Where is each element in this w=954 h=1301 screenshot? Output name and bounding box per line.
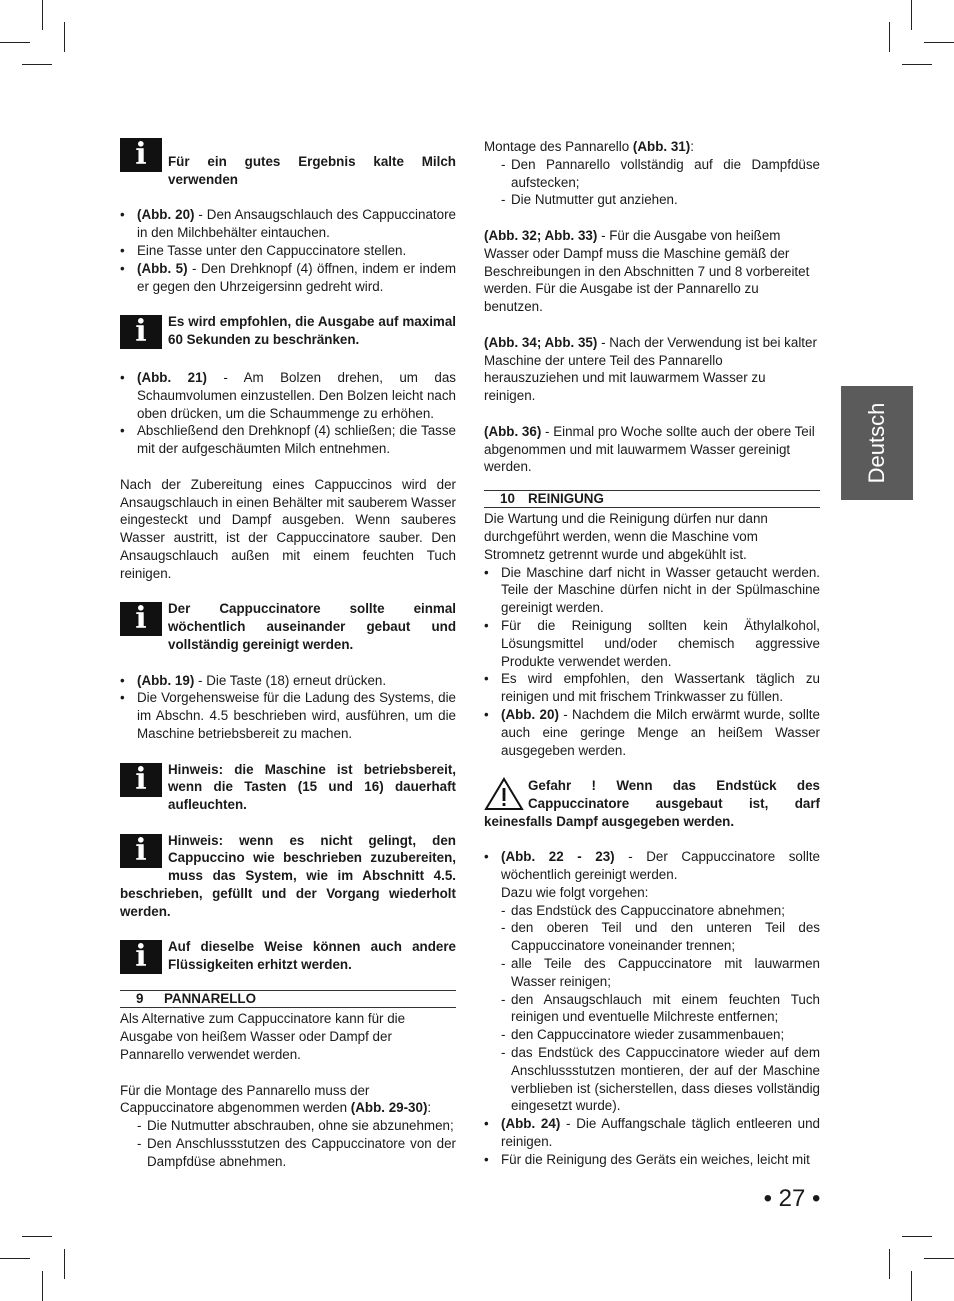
page-number: • 27 • xyxy=(763,1185,821,1212)
paragraph: Für die Montage des Pannarello muss der Cappuccinatore abgenommen werden (Abb. 29-30): xyxy=(120,1082,432,1116)
info-note-text: Der Cappuccinatore sollte einmal wöchentlich auseinander gebaut und vollständig gereinigt werden. xyxy=(168,601,456,652)
paragraph: (Abb. 34; Abb. 35) - Nach der Verwendung ist bei kalter Maschine der untere Teil des Pannarello herauszuziehen und mit lauwarmem Wasser zu reinigen. xyxy=(484,334,817,404)
list-item: • (Abb. 20) - Den Ansaugschlauch des Cappuccinatore in den Milchbehälter eintauchen. xyxy=(120,206,456,242)
crop-mark xyxy=(0,42,30,43)
bullet-list xyxy=(120,206,456,295)
list-item: - den oberen Teil und den unteren Teil des Cappuccinatore voneinander trennen; xyxy=(501,919,820,955)
list-item: • Die Vorgehensweise für die Ladung des Systems, die im Abschn. 4.5 beschrieben wird, ausführen, um die Maschine betriebsbereit zu machen. xyxy=(120,689,456,742)
language-tab xyxy=(841,386,913,500)
crop-mark xyxy=(0,1258,30,1259)
info-note-text: Auf dieselbe Weise können auch andere Flüssigkeiten erhitzt werden. xyxy=(168,939,456,973)
paragraph: (Abb. 32; Abb. 33) - Für die Ausgabe von heißem Wasser oder Dampf muss die Maschine gemäß der Beschreibungen in den Abschnitten 7 und 8 vorbereitet werden. Für die Ausgabe ist der Pannarello zu benutzen. xyxy=(484,227,810,315)
bullet-list xyxy=(120,672,456,743)
crop-mark xyxy=(64,22,65,52)
section-number: 9 xyxy=(136,991,144,1007)
info-icon: i xyxy=(120,138,162,172)
section-heading xyxy=(484,490,820,508)
left-column xyxy=(120,138,456,1171)
bullet-list xyxy=(120,369,456,458)
paragraph: (Abb. 36) - Einmal pro Woche sollte auch der obere Teil abgenommen und mit lauwarmem Wasser gereinigt werden. xyxy=(484,423,815,475)
list-item: - Die Nutmutter gut anziehen. xyxy=(484,191,820,209)
list-item: • Die Maschine darf nicht in Wasser getaucht werden. Teile der Maschine dürfen nicht in der Spülmaschine gereinigt werden. xyxy=(484,564,820,617)
info-note-text: Es wird empfohlen, die Ausgabe auf maximal 60 Sekunden zu beschränken. xyxy=(168,314,456,347)
crop-mark xyxy=(911,1271,912,1301)
info-icon: i xyxy=(120,940,162,974)
crop-mark xyxy=(924,42,954,43)
paragraph: Montage des Pannarello (Abb. 31): xyxy=(484,139,694,154)
info-icon: i xyxy=(120,763,162,797)
warning-text: Gefahr ! Wenn das Endstück des Cappuccinatore ausgebaut ist, darf keinesfalls Dampf ausgegeben werden. xyxy=(484,778,820,829)
list-item: - Die Nutmutter abschrauben, ohne sie abzunehmen; xyxy=(120,1117,456,1135)
list-item: • (Abb. 5) - Den Drehknopf (4) öffnen, indem er indem er gegen den Uhrzeigersinn gedreht wird. xyxy=(120,260,456,296)
list-item: • Es wird empfohlen, den Wassertank täglich zu reinigen und mit frischem Trinkwasser zu füllen. xyxy=(484,670,820,706)
paragraph: Nach der Zubereitung eines Cappuccinos wird der Ansaugschlauch in einen Behälter mit sauberem Wasser eingesteckt und Dampf ausgeben. Wenn sauberes Wasser austritt, ist der Cappuccinatore sauber. Den Ansaugschlauch außen mit einem feuchten Tuch reinigen. xyxy=(120,476,456,581)
section-number: 10 xyxy=(500,491,515,507)
info-icon: i xyxy=(120,834,162,868)
crop-mark xyxy=(924,1258,954,1259)
list-item: - das Endstück des Cappuccinatore abnehmen; xyxy=(501,902,820,920)
info-note-text: Hinweis: die Maschine ist betriebsbereit, wenn die Tasten (15 und 16) dauerhaft aufleuchten. xyxy=(168,761,456,813)
warning-note xyxy=(484,777,820,830)
crop-mark xyxy=(42,0,43,30)
crop-mark xyxy=(889,1249,890,1279)
info-note xyxy=(120,313,456,351)
bullet-list xyxy=(484,848,820,1168)
list-item: • (Abb. 24) - Die Auffangschale täglich entleeren und reinigen. xyxy=(484,1115,820,1151)
list-item: • Für die Reinigung des Geräts ein weiches, leicht mit xyxy=(484,1151,820,1169)
dash-list xyxy=(484,156,820,209)
info-note xyxy=(120,938,456,976)
list-item: - den Ansaugschlauch mit einem feuchten Tuch reinigen und eventuelle Milchreste entfernen; xyxy=(501,991,820,1027)
info-note xyxy=(120,600,456,653)
list-item: • (Abb. 21) - Am Bolzen drehen, um das Schaumvolumen einzustellen. Den Bolzen leicht nach oben drücken, um die Schaummenge zu erhöhen. xyxy=(120,369,456,422)
crop-mark xyxy=(22,1236,52,1237)
list-item: • Für die Reinigung sollten kein Äthylalkohol, Lösungsmittel und/oder chemisch aggressive Produkte verwendet werden. xyxy=(484,617,820,670)
list-item: • (Abb. 22 - 23) - Der Cappuccinatore sollte wöchentlich gereinigt werden. Dazu wie folgt vorgehen: - das Endstück des Cappuccinatore abnehmen; - den oberen Teil und den unteren Teil des Cappuccinatore voneinander trennen; - alle Teile des Cappuccinatore mit lauwarmen Wasser reinigen; - den Ansaugschlauch mit einem feuchten Tuch reinigen und eventuelle Milchreste entfernen; - den Cappuccinatore wieder zusammenbauen; - das Endstück des Cappuccinatore wieder auf dem Anschlussstutzen montieren, der auf der Maschine verblieben ist (sicherstellen, dass dieses vollständig eingesetzt wurde). xyxy=(484,848,820,1115)
paragraph: Als Alternative zum Cappuccinatore kann für die Ausgabe von heißem Wasser oder Dampf der Pannarello verwendet werden. xyxy=(120,1011,406,1063)
dash-list xyxy=(501,902,820,1116)
info-note-text: Für ein gutes Ergebnis kalte Milch verwenden xyxy=(168,154,456,187)
crop-mark xyxy=(889,22,890,52)
section-heading xyxy=(120,990,456,1008)
warning-icon xyxy=(484,777,524,811)
info-note xyxy=(120,761,456,814)
list-item: - Den Pannarello vollständig auf die Dampfdüse aufstecken; xyxy=(484,156,820,192)
section-title: PANNARELLO xyxy=(164,991,256,1007)
info-note-text: Hinweis: wenn es nicht gelingt, den Cappuccino wie beschrieben zuzubereiten, muss das System, wie im Abschnitt 4.5. beschrieben, gefüllt und der Vorgang wiederholt werden. xyxy=(120,832,456,919)
crop-mark xyxy=(42,1271,43,1301)
info-icon: i xyxy=(120,315,162,349)
info-note xyxy=(120,832,456,921)
dash-list xyxy=(120,1117,456,1170)
crop-mark xyxy=(22,64,52,65)
info-icon: i xyxy=(120,602,162,636)
bullet-list xyxy=(484,564,820,760)
right-column xyxy=(484,138,820,1169)
list-item: • Eine Tasse unter den Cappuccinatore stellen. xyxy=(120,242,456,260)
list-item: • (Abb. 19) - Die Taste (18) erneut drücken. xyxy=(120,672,456,690)
info-note xyxy=(120,138,456,189)
crop-mark xyxy=(911,0,912,30)
list-item: - Den Anschlussstutzen des Cappuccinatore von der Dampfdüse abnehmen. xyxy=(120,1135,456,1171)
list-item: - alle Teile des Cappuccinatore mit lauwarmen Wasser reinigen; xyxy=(501,955,820,991)
list-item: - das Endstück des Cappuccinatore wieder auf dem Anschlussstutzen montieren, der auf der Maschine verblieben ist (sicherstellen, dass dieses vollständig eingesetzt wurde). xyxy=(501,1044,820,1115)
paragraph: Die Wartung und die Reinigung dürfen nur dann durchgeführt werden, wenn die Maschine vom Stromnetz getrennt wurde und abgekühlt ist. xyxy=(484,511,768,562)
section-title: REINIGUNG xyxy=(528,491,604,507)
crop-mark xyxy=(902,1236,932,1237)
crop-mark xyxy=(64,1249,65,1279)
list-item: - den Cappuccinatore wieder zusammenbauen; xyxy=(501,1026,820,1044)
list-item: • Abschließend den Drehknopf (4) schließen; die Tasse mit der aufgeschäumten Milch entnehmen. xyxy=(120,422,456,458)
list-item: • (Abb. 20) - Nachdem die Milch erwärmt wurde, sollte auch eine geringe Menge an heißem Wasser ausgegeben werden. xyxy=(484,706,820,759)
language-tab-label: Deutsch xyxy=(864,402,889,484)
crop-mark xyxy=(902,64,932,65)
